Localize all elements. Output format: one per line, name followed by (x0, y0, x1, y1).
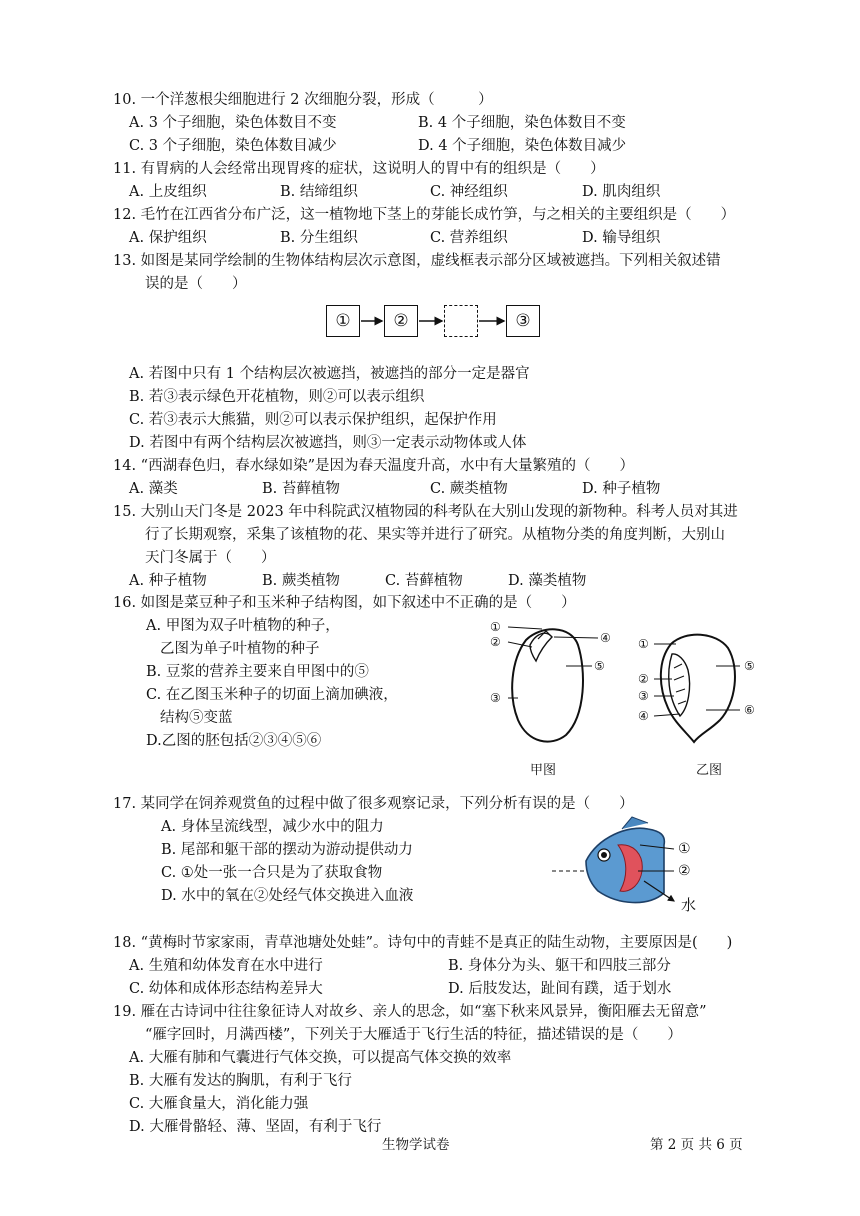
q16-stem: 16. 如图是菜豆种子和玉米种子结构图，如下叙述中不正确的是（ ） (113, 595, 576, 611)
footer-title: 生物学试卷 (382, 1137, 450, 1153)
q16-option-d: D.乙图的胚包括②③④⑤⑥ (146, 733, 322, 749)
level-box-1: ① (326, 305, 360, 337)
q18-option-b: B. 身体分为头、躯干和四肢三部分 (448, 958, 671, 974)
bean-label-3: ③ (490, 691, 501, 705)
level-arrows (320, 303, 550, 343)
bean-label-4: ④ (600, 631, 611, 645)
q12-option-c: C. 营养组织 (430, 230, 508, 246)
fish-figure (548, 815, 718, 915)
q15-stem-line1: 15. 大别山天门冬是 2023 年中科院武汉植物园的科考队在大别山发现的新物种。科考人员对其进 (113, 504, 738, 520)
corn-label-2: ② (638, 672, 649, 686)
q19-stem-line1: 19. 雁在古诗词中往往象征诗人对故乡、亲人的思念，如“塞下秋来风景异，衡阳雁去无留意” (113, 1004, 707, 1020)
q13-option-c: C. 若③表示大熊猫，则②可以表示保护组织，起保护作用 (129, 412, 497, 428)
q17-option-d: D. 水中的氧在②处经气体交换进入血液 (161, 888, 414, 904)
q16-option-a-line1: A. 甲图为双子叶植物的种子， (146, 618, 340, 634)
level-box-3: ③ (506, 305, 540, 337)
q14-option-b: B. 苔藓植物 (262, 481, 340, 497)
fish-label-1: ① (678, 841, 691, 857)
q11-option-d: D. 肌肉组织 (582, 184, 661, 200)
fish-water-label: 水 (681, 896, 697, 914)
q10-option-b: B. 4 个子细胞，染色体数目不变 (418, 115, 626, 131)
q16-option-c-line2: 结构⑤变蓝 (160, 710, 233, 726)
q18-option-a: A. 生殖和幼体发育在水中进行 (129, 958, 323, 974)
q14-stem: 14. “西湖春色归，春水绿如染”是因为春天温度升高，水中有大量繁殖的（ ） (113, 458, 634, 474)
q14-option-d: D. 种子植物 (582, 481, 661, 497)
corn-label-3: ③ (638, 689, 649, 703)
q19-option-c: C. 大雁食量大，消化能力强 (129, 1096, 309, 1112)
q10-option-a: A. 3 个子细胞，染色体数目不变 (129, 115, 337, 131)
fig-jia-caption: 甲图 (530, 763, 557, 778)
q13-stem-line2: 误的是（ ） (145, 276, 247, 292)
q12-stem: 12. 毛竹在江西省分布广泛，这一植物地下茎上的芽能长成竹笋，与之相关的主要组织是（ ） (113, 207, 736, 223)
q15-option-b: B. 蕨类植物 (262, 573, 340, 589)
bean-label-2: ② (490, 635, 501, 649)
fish-label-2: ② (678, 863, 691, 879)
q14-option-c: C. 蕨类植物 (430, 481, 508, 497)
bean-seed-figure (486, 615, 626, 778)
bean-label-5: ⑤ (594, 659, 605, 673)
bean-label-1: ① (490, 620, 501, 634)
structure-level-diagram (320, 303, 550, 343)
q12-option-a: A. 保护组织 (129, 230, 207, 246)
fig-yi-caption: 乙图 (696, 763, 723, 778)
q17-option-a: A. 身体呈流线型，减少水中的阻力 (161, 819, 384, 835)
q18-stem: 18. “黄梅时节家家雨，青草池塘处处蛙”。诗句中的青蛙不是真正的陆生动物，主要原因是( ) (113, 935, 733, 951)
q16-option-c-line1: C. 在乙图玉米种子的切面上滴加碘液， (146, 687, 398, 703)
corn-label-1: ① (638, 637, 649, 651)
q10-stem: 10. 一个洋葱根尖细胞进行 2 次细胞分裂，形成（ ） (113, 92, 493, 108)
q19-stem-line2: “雁字回时，月满西楼”，下列关于大雁适于飞行生活的特征，描述错误的是（ ） (145, 1027, 682, 1043)
q13-option-b: B. 若③表示绿色开花植物，则②可以表示组织 (129, 389, 425, 405)
q16-option-a-line2: 乙图为单子叶植物的种子 (160, 641, 320, 657)
corn-seed-figure (636, 628, 766, 778)
q13-option-d: D. 若图中有两个结构层次被遮挡，则③一定表示动物体或人体 (129, 435, 527, 451)
q13-option-a: A. 若图中只有 1 个结构层次被遮挡，被遮挡的部分一定是器官 (129, 366, 530, 382)
q15-stem-line2: 行了长期观察，采集了该植物的花、果实等并进行了研究。从植物分类的角度判断，大别山 (145, 527, 725, 543)
level-box-2: ② (384, 305, 418, 337)
q19-option-d: D. 大雁骨骼轻、薄、坚固，有利于飞行 (129, 1119, 382, 1135)
footer-page-number: 第 2 页 共 6 页 (650, 1137, 743, 1153)
corn-label-5: ⑤ (744, 659, 755, 673)
corn-seed-drawing (636, 628, 766, 748)
q17-option-b: B. 尾部和躯干部的摆动为游动提供动力 (161, 842, 413, 858)
q12-option-b: B. 分生组织 (280, 230, 358, 246)
q15-option-c: C. 苔藓植物 (385, 573, 463, 589)
q11-stem: 11. 有胃病的人会经常出现胃疼的症状，这说明人的胃中有的组织是（ ） (113, 161, 605, 177)
q19-option-b: B. 大雁有发达的胸肌，有利于飞行 (129, 1073, 352, 1089)
corn-label-6: ⑥ (744, 703, 755, 717)
q10-option-c: C. 3 个子细胞，染色体数目减少 (129, 138, 337, 154)
q11-option-b: B. 结缔组织 (280, 184, 358, 200)
q17-option-c: C. ①处一张一合只是为了获取食物 (161, 865, 383, 881)
q18-option-d: D. 后肢发达，趾间有蹼，适于划水 (448, 981, 672, 997)
q19-option-a: A. 大雁有肺和气囊进行气体交换，可以提高气体交换的效率 (129, 1050, 512, 1066)
q12-option-d: D. 输导组织 (582, 230, 661, 246)
q17-stem: 17. 某同学在饲养观赏鱼的过程中做了很多观察记录，下列分析有误的是（ ） (113, 796, 634, 812)
q10-option-d: D. 4 个子细胞，染色体数目减少 (418, 138, 627, 154)
corn-label-4: ④ (638, 709, 649, 723)
q14-option-a: A. 藻类 (129, 481, 178, 497)
q15-option-a: A. 种子植物 (129, 573, 207, 589)
q16-option-b: B. 豆浆的营养主要来自甲图中的⑤ (146, 664, 369, 680)
q15-stem-line3: 天门冬属于（ ） (145, 550, 276, 566)
q11-option-c: C. 神经组织 (430, 184, 508, 200)
q18-option-c: C. 幼体和成体形态结构差异大 (129, 981, 323, 997)
q13-stem-line1: 13. 如图是某同学绘制的生物体结构层次示意图，虚线框表示部分区域被遮挡。下列相关叙述错 (113, 253, 721, 269)
q15-option-d: D. 藻类植物 (508, 573, 587, 589)
q11-option-a: A. 上皮组织 (129, 184, 207, 200)
